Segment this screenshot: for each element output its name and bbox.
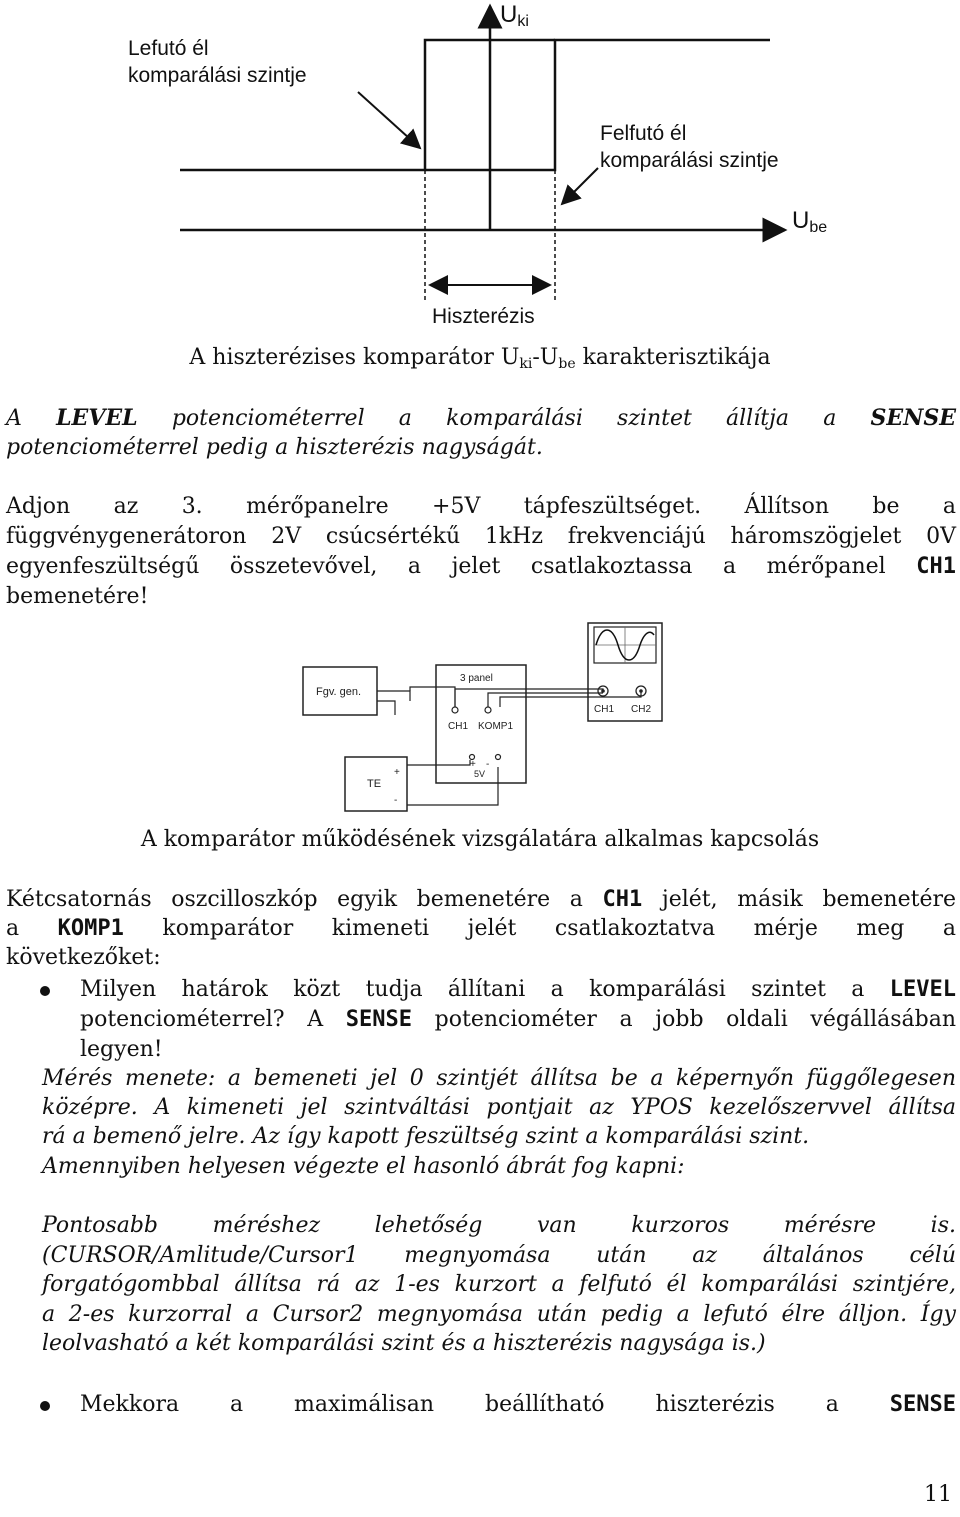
panel-label: 3 panel (460, 673, 493, 684)
svg-text:Ube: Ube (792, 207, 828, 236)
bullet1-line2: potenciométerrel? A SENSE potenciométer a jobb oldali végállásában (80, 1007, 956, 1032)
rising-label-line1: Felfutó él (600, 122, 687, 145)
italic1-line3: rá a bemenő jelre. Az így kapott feszültség szint a komparálási szint. (42, 1124, 810, 1149)
para2-line1: Adjon az 3. mérőpanelre +5V tápfeszültséget. Állítson be a (6, 494, 957, 519)
figure2-caption: A komparátor működésének vizsgálatára alkalmas kapcsolás (140, 827, 820, 852)
italic2-line1: Pontosabb méréshez lehetőség van kurzoros mérésre is. (42, 1213, 956, 1238)
falling-label-arrow (358, 92, 420, 148)
para2-line3: egyenfeszültségű összetevővel, a jelet csatlakoztassa a mérőpanel CH1 (6, 554, 957, 579)
para1-line1: A LEVEL potenciométerrel a komparálási szintet állítja a SENSE (6, 405, 956, 431)
hysteresis-label: Hiszterézis (432, 305, 535, 328)
svg-text:+: + (394, 767, 400, 778)
italic2-line2: (CURSOR/Amlitude/Cursor1 megnyomása után az általános célú (42, 1243, 956, 1268)
italic2-line5: leolvasható a két komparálási szint és a hiszterézis nagysága is.) (42, 1331, 766, 1356)
para2-line4: bemenetére! (6, 584, 149, 609)
svg-text:-: - (486, 759, 490, 770)
panel-ch1-label: CH1 (448, 721, 469, 732)
five-volt-label: 5V (474, 769, 486, 779)
falling-edge-path (180, 40, 555, 170)
hysteresis-diagram (0, 0, 960, 340)
u-be-label: U (792, 207, 810, 234)
falling-label-line1: Lefutó él (128, 37, 209, 60)
u-ki-label: U (500, 1, 518, 28)
rising-label-line2: komparálási szintje (600, 149, 779, 172)
bullet-dot (40, 986, 50, 996)
figure1-caption: A hiszterézises komparátor $U_{ki}-U_{be}$ karakterisztikája (189, 345, 771, 372)
power-supply-label: TE (367, 778, 382, 790)
bullet1-line3: legyen! (80, 1037, 163, 1062)
rising-label-arrow (562, 168, 598, 204)
svg-text:+: + (470, 759, 476, 770)
italic1-line2: középre. A kimeneti jel szintváltási pontjait az YPOS kezelőszervvel állítsa (42, 1095, 956, 1120)
bullet1-line1: Milyen határok közt tudja állítani a komparálási szintet a LEVEL (80, 977, 956, 1002)
bullet2-line1: Mekkora a maximálisan beállítható hiszterézis a SENSE (80, 1392, 957, 1417)
para2-line2: függvénygenerátoron 2V csúcsértékű 1kHz frekvenciájú háromszögjelet 0V (6, 524, 956, 549)
page-number: 11 (924, 1482, 952, 1507)
function-generator-label: Fgv. gen. (316, 686, 362, 698)
para3-line3: következőket: (6, 945, 161, 970)
para3-line2: a KOMP1 komparátor kimeneti jelét csatlakoztatva mérje meg a (6, 916, 957, 941)
para1-line2: potenciométerrel pedig a hiszterézis nagyságát. (6, 435, 543, 460)
panel-komp1-label: KOMP1 (478, 721, 514, 732)
scope-ch1-label: CH1 (594, 704, 615, 715)
italic1-line1: Mérés menete: a bemeneti jel 0 szintjét állítsa be a képernyőn függőlegesen (42, 1066, 956, 1091)
italic2-line4: a 2-es kurzorral a Cursor2 megnyomása után pedig a lefutó élre álljon. Így (42, 1302, 956, 1327)
bullet-dot (40, 1401, 50, 1411)
wiring-diagram (0, 615, 960, 815)
svg-text:Uki: Uki (500, 1, 529, 30)
svg-text:-: - (394, 795, 398, 806)
italic2-line3: forgatógombbal állítsa rá az 1-es kurzort a felfutó él komparálási szintjére, (42, 1272, 956, 1297)
italic1-line4: Amennyiben helyesen végezte el hasonló ábrát fog kapni: (42, 1154, 685, 1179)
falling-label-line2: komparálási szintje (128, 64, 307, 87)
para3-line1: Kétcsatornás oszcilloszkóp egyik bemenetére a CH1 jelét, másik bemenetére (6, 887, 957, 912)
scope-ch2-label: CH2 (631, 704, 652, 715)
